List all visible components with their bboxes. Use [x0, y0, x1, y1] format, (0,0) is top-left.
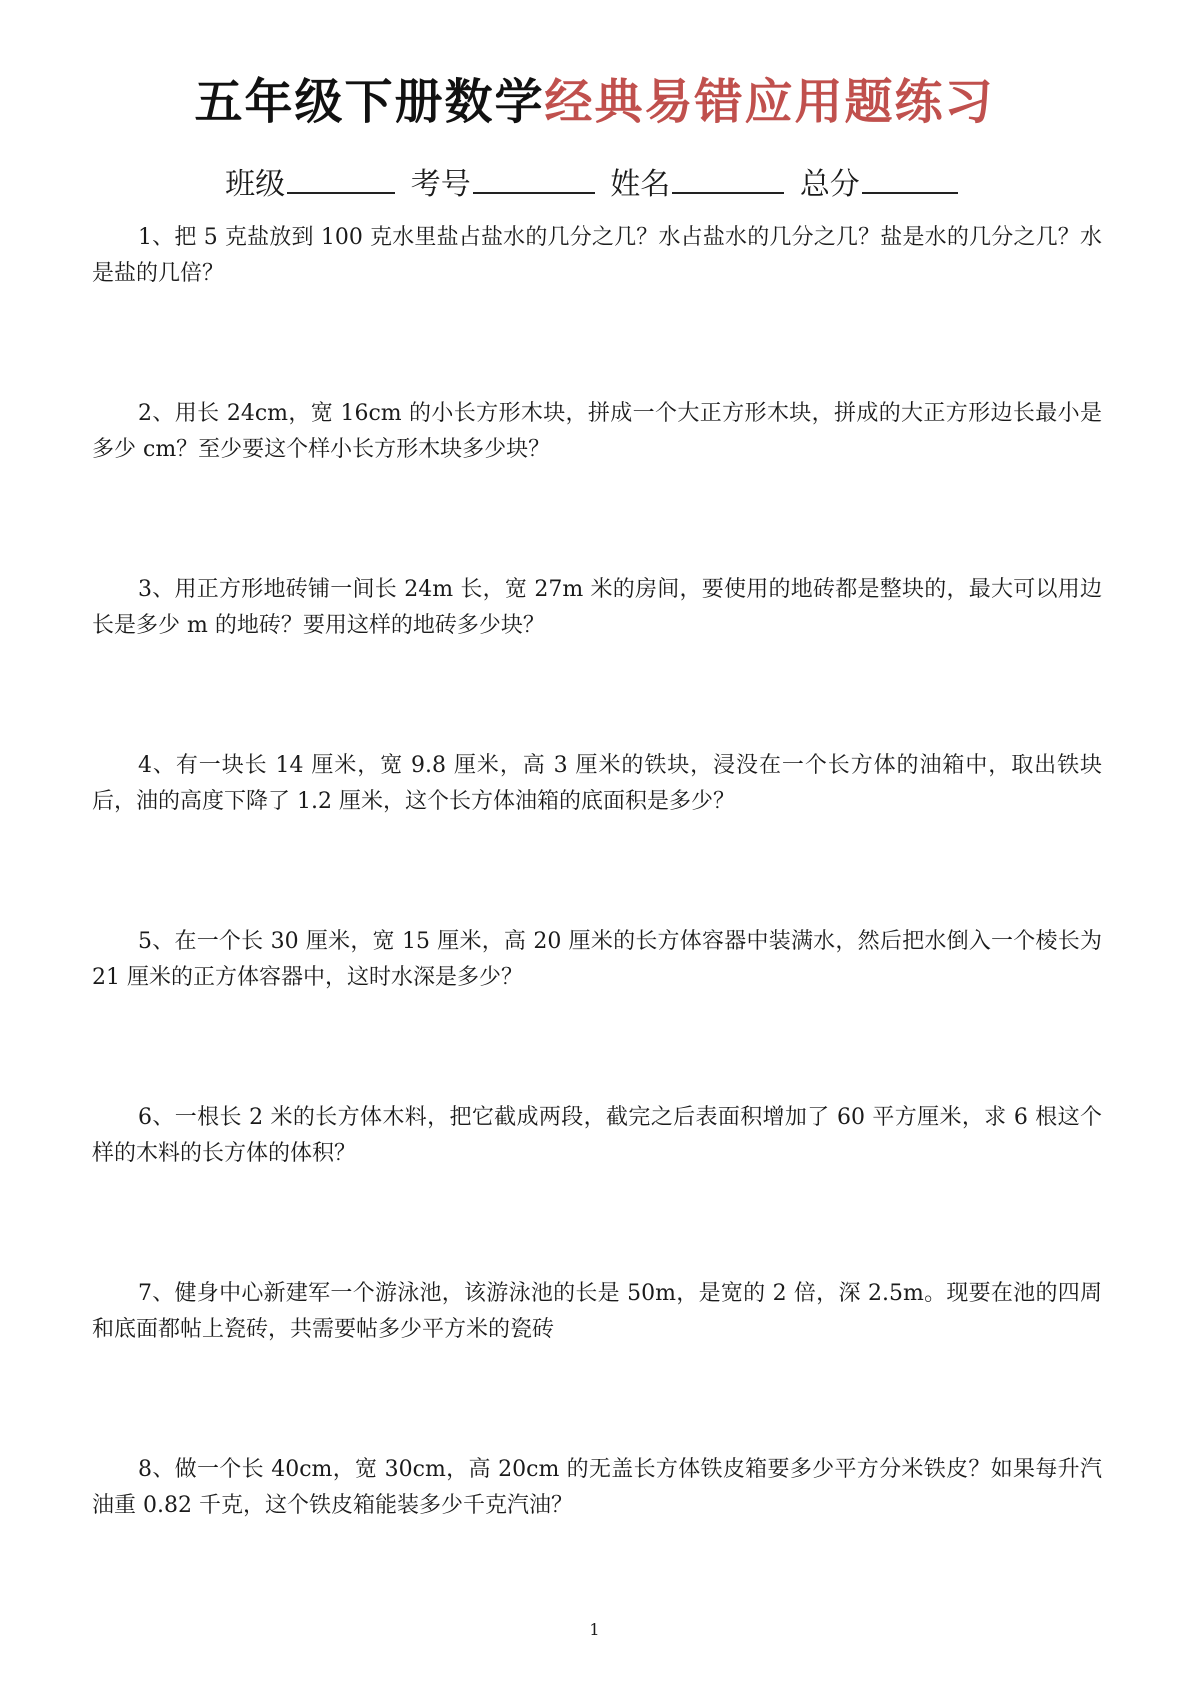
question-8: 8、做一个长 40cm，宽 30cm，高 20cm 的无盖长方体铁皮箱要多少平方分米铁皮？如果每升汽油重 0.82 千克，这个铁皮箱能装多少千克汽油？: [92, 1457, 1102, 1518]
title-part-red: 经典易错应用题练习: [544, 74, 995, 130]
exam-number-field: [411, 164, 595, 205]
question-list: [92, 220, 1102, 1628]
score-label: 总分: [799, 167, 860, 202]
page-number: 1: [589, 1620, 600, 1639]
question-7: 7、健身中心新建军一个游泳池，该游泳池的长是 50m，是宽的 2 倍，深 2.5m。现要在池的四周和底面都帖上瓷砖，共需要帖多少平方米的瓷砖: [92, 1281, 1102, 1342]
title-part-black: 五年级下册数学: [194, 74, 545, 130]
exam-number-label: 考号: [410, 167, 471, 202]
question-6: 6、一根长 2 米的长方体木料，把它截成两段，截完之后表面积增加了 60 平方厘米，求 6 根这个样的木料的长方体的体积？: [92, 1105, 1102, 1166]
page-title: [0, 72, 1189, 132]
name-field: [610, 164, 784, 205]
question-2: 2、用长 24cm，宽 16cm 的小长方形木块，拼成一个大正方形木块，拼成的大正方形边长最小是多少 cm？至少要这个样小长方形木块多少块？: [92, 401, 1102, 462]
class-field: [225, 164, 395, 205]
question-5: 5、在一个长 30 厘米，宽 15 厘米，高 20 厘米的长方体容器中装满水，然后把水倒入一个棱长为 21 厘米的正方体容器中，这时水深是多少？: [92, 929, 1102, 990]
question-3: 3、用正方形地砖铺一间长 24m 长，宽 27m 米的房间，要使用的地砖都是整块的，最大可以用边长是多少 m 的地砖？要用这样的地砖多少块？: [92, 577, 1102, 638]
question-1: 1、把 5 克盐放到 100 克水里盐占盐水的几分之几？水占盐水的几分之几？盐是水的几分之几？水是盐的几倍？: [92, 225, 1102, 286]
class-label: 班级: [225, 167, 286, 202]
name-label: 姓名: [610, 167, 671, 202]
student-info-line: [0, 164, 1189, 205]
name-blank: [672, 164, 784, 194]
score-field: [800, 164, 958, 205]
question-4: 4、有一块长 14 厘米，宽 9.8 厘米，高 3 厘米的铁块，浸没在一个长方体的油箱中，取出铁块后，油的高度下降了 1.2 厘米，这个长方体油箱的底面积是多少？: [92, 753, 1102, 814]
score-blank: [862, 164, 958, 194]
class-blank: [287, 164, 395, 194]
exam-number-blank: [473, 164, 595, 194]
